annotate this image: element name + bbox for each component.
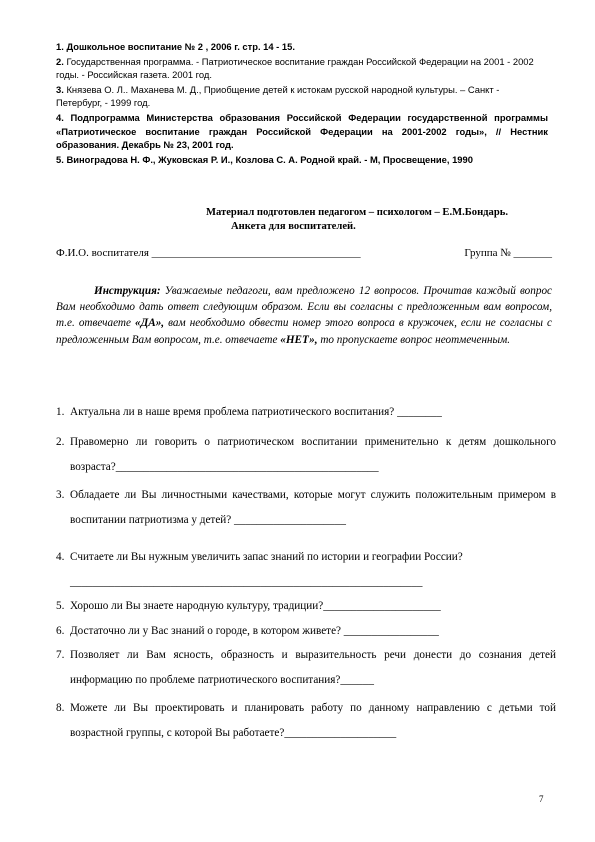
page-number: 7 — [539, 794, 544, 804]
instruction-paragraph: Инструкция: Уважаемые педагоги, вам предложено 12 вопросов. Прочитав каждый вопрос Вам необходимо дать ответ следующим образом. Если вы согласны с предложенным вам вопросом, т.е. отвечаете «ДА», вам необходимо обвести номер этого вопроса в кружочек, если не согласны с предложенным Вам вопросом, т.е. отвечаете «НЕТ», то пропускаете вопрос неотмеченным. — [56, 285, 552, 346]
question-text: Считаете ли Вы нужным увеличить запас знаний по истории и географии России? — [70, 551, 463, 563]
question-item[interactable] — [56, 483, 556, 533]
question-number: 5. — [56, 600, 65, 612]
question-number: 2. — [56, 436, 65, 448]
question-number: 1. — [56, 406, 65, 418]
teacher-name-field[interactable]: Ф.И.О. воспитателя ______________________________________ — [56, 247, 361, 259]
question-item[interactable] — [56, 696, 556, 746]
question-list — [56, 405, 556, 746]
reference-item: 2. Государственная программа. - Патриотическое воспитание граждан Российской Федерации на 2001 - 2002 годы. - Российская газета. 2001 год. — [56, 56, 534, 81]
question-item[interactable] — [56, 545, 556, 595]
reference-item: 1. Дошкольное воспитание № 2 , 2006 г. стр. 14 - 15. — [56, 41, 295, 52]
answer-line[interactable]: _______________________________________________________________ — [70, 576, 423, 588]
question-text: Позволяет ли Вам ясность, образность и выразительность речи донести до сознания детей информацию по проблеме патриотического воспитания?______ — [70, 649, 556, 686]
question-text: Обладаете ли Вы личностными качествами, которые могут служить положительным примером в воспитании патриотизма у детей? ____________________ — [70, 489, 556, 526]
no-answer: «НЕТ», — [280, 333, 318, 346]
question-item[interactable] — [56, 599, 556, 613]
questionnaire-title: Анкета для воспитателей. — [231, 221, 356, 232]
question-text: Актуальна ли в наше время проблема патриотического воспитания? ________ — [70, 406, 442, 418]
question-item[interactable] — [56, 624, 556, 638]
question-number: 4. — [56, 551, 65, 563]
question-number: 6. — [56, 625, 65, 637]
question-text: Хорошо ли Вы знаете народную культуру, традиции?_____________________ — [70, 600, 441, 612]
question-item[interactable] — [56, 405, 556, 419]
question-item[interactable] — [56, 643, 556, 693]
reference-item: 4. Подпрограмма Министерства образования Российской Федерации государственной программы «Патриотическое воспитание граждан Российской Федерации на 2001-2002 годы», // Нестник образования. Декабрь № 23, 2001 год. — [56, 112, 548, 150]
group-number-field[interactable]: Группа № _______ — [464, 247, 552, 259]
teacher-info-line — [56, 246, 552, 260]
question-number: 3. — [56, 489, 65, 501]
question-item[interactable] — [56, 430, 556, 480]
author-credit: Материал подготовлен педагогом – психологом – Е.М.Бондарь. — [206, 207, 508, 218]
instruction-lead: Инструкция: — [94, 285, 161, 297]
question-number: 8. — [56, 702, 65, 714]
reference-item: 3. Князева О. Л.. Маханева М. Д., Приобщение детей к истокам русской народной культуры. – Санкт - Петербург, - 1999 год. — [56, 84, 500, 109]
reference-item: 5. Виноградова Н. Ф., Жуковская Р. И., Козлова С. А. Родной край. - М, Просвещение, 1990 — [56, 153, 473, 165]
question-text: Достаточно ли у Вас знаний о городе, в котором живете? _________________ — [70, 625, 439, 637]
question-text: Можете ли Вы проектировать и планировать работу по данному направлению с детьми той возрастной группы, с которой Вы работаете?____________________ — [70, 702, 556, 739]
question-text: Правомерно ли говорить о патриотическом воспитании применительно к детям дошкольного возраста?_______________________________________________ — [70, 436, 556, 473]
question-number: 7. — [56, 649, 65, 661]
reference-list — [56, 40, 548, 168]
yes-answer: «ДА», — [135, 317, 165, 330]
